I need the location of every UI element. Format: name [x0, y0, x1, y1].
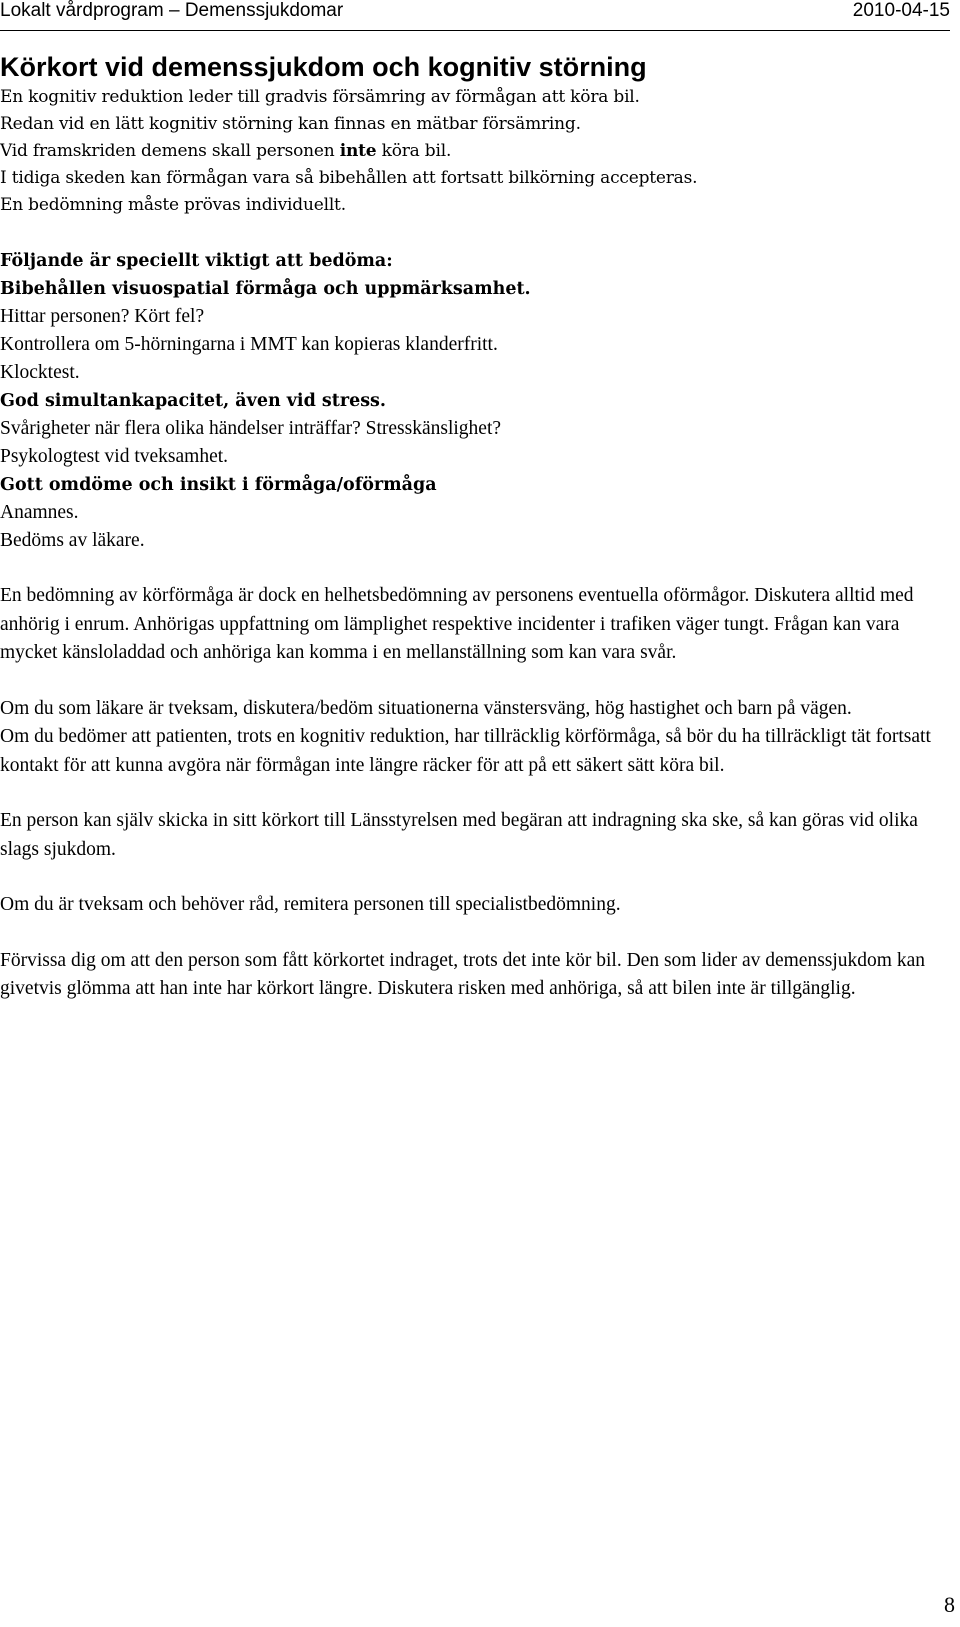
criterion-item: Psykologtest vid tveksamhet. — [0, 446, 229, 467]
page-header — [0, 0, 950, 31]
criterion-item: Bedöms av läkare. — [0, 530, 145, 551]
criterion-item: Kontrollera om 5-hörningarna i MMT kan kopieras klanderfritt. — [0, 334, 498, 355]
criterion-heading: Gott omdöme och insikt i förmåga/oförmåga — [0, 475, 437, 495]
header-date: 2010-04-15 — [852, 0, 950, 21]
assessment-heading: Följande är speciellt viktigt att bedöma: — [0, 251, 393, 271]
page-number: 8 — [944, 1592, 955, 1617]
body-paragraph: Om du bedömer att patienten, trots en kognitiv reduktion, har tillräcklig körförmåga, så bör du ha tillräckligt tät fortsatt kontakt för att kunna avgöra när förmågan inte längre räcker för att på ett säkert sätt köra bil. — [0, 726, 931, 776]
criterion-heading: Bibehållen visuospatial förmåga och uppmärksamhet. — [0, 279, 531, 299]
intro-line: I tidiga skeden kan förmågan vara så bibehållen att fortsatt bilkörning accepteras. — [0, 168, 698, 188]
intro-line — [0, 138, 955, 165]
intro-section — [0, 84, 955, 219]
emphasis-text: inte — [339, 141, 377, 161]
body-paragraph: Om du som läkare är tveksam, diskutera/bedöm situationerna vänstersväng, hög hastighet och barn på vägen. — [0, 697, 852, 719]
criterion-item: Anamnes. — [0, 502, 79, 523]
body-paragraph: Om du är tveksam och behöver råd, remitera personen till specialistbedömning. — [0, 894, 621, 915]
criterion-item: Klocktest. — [0, 362, 80, 383]
criterion-heading: God simultankapacitet, även vid stress. — [0, 391, 386, 411]
intro-line: En kognitiv reduktion leder till gradvis försämring av förmågan att köra bil. — [0, 87, 640, 107]
body-paragraph: Förvissa dig om att den person som fått körkortet indraget, trots det inte kör bil. Den som lider av demenssjukdom kan givetvis glömma att han inte har körkort längre. Diskutera risken med anhöriga, så att bilen inte är tillgänglig. — [0, 949, 926, 999]
page-title: Körkort vid demenssjukdom och kognitiv störning — [0, 52, 647, 82]
intro-text: köra bil. — [376, 141, 452, 161]
criterion-item: Hittar personen? Kört fel? — [0, 306, 205, 327]
body-paragraph: En bedömning av körförmåga är dock en helhetsbedömning av personens eventuella oförmågor. Diskutera alltid med anhörig i enrum. Anhörigas uppfattning om lämplighet respektive incidenter i trafiken väger tungt. Frågan kan vara mycket känsloladdad och anhöriga kan komma i en mellanställning som kan vara svår. — [0, 585, 914, 663]
intro-line: Redan vid en lätt kognitiv störning kan finnas en mätbar försämring. — [0, 114, 581, 134]
criterion-item: Svårigheter när flera olika händelser inträffar? Stresskänslighet? — [0, 418, 502, 439]
assessment-section — [0, 247, 955, 555]
document-body — [0, 50, 955, 1004]
body-paragraph: En person kan själv skicka in sitt körkort till Länsstyrelsen med begäran att indragning ska ske, så kan göras vid olika slags sjukdom. — [0, 810, 918, 860]
header-document-title: Lokalt vårdprogram – Demenssjukdomar — [0, 0, 344, 21]
intro-line: En bedömning måste prövas individuellt. — [0, 195, 346, 215]
intro-text: Vid framskriden demens skall personen — [0, 141, 340, 161]
